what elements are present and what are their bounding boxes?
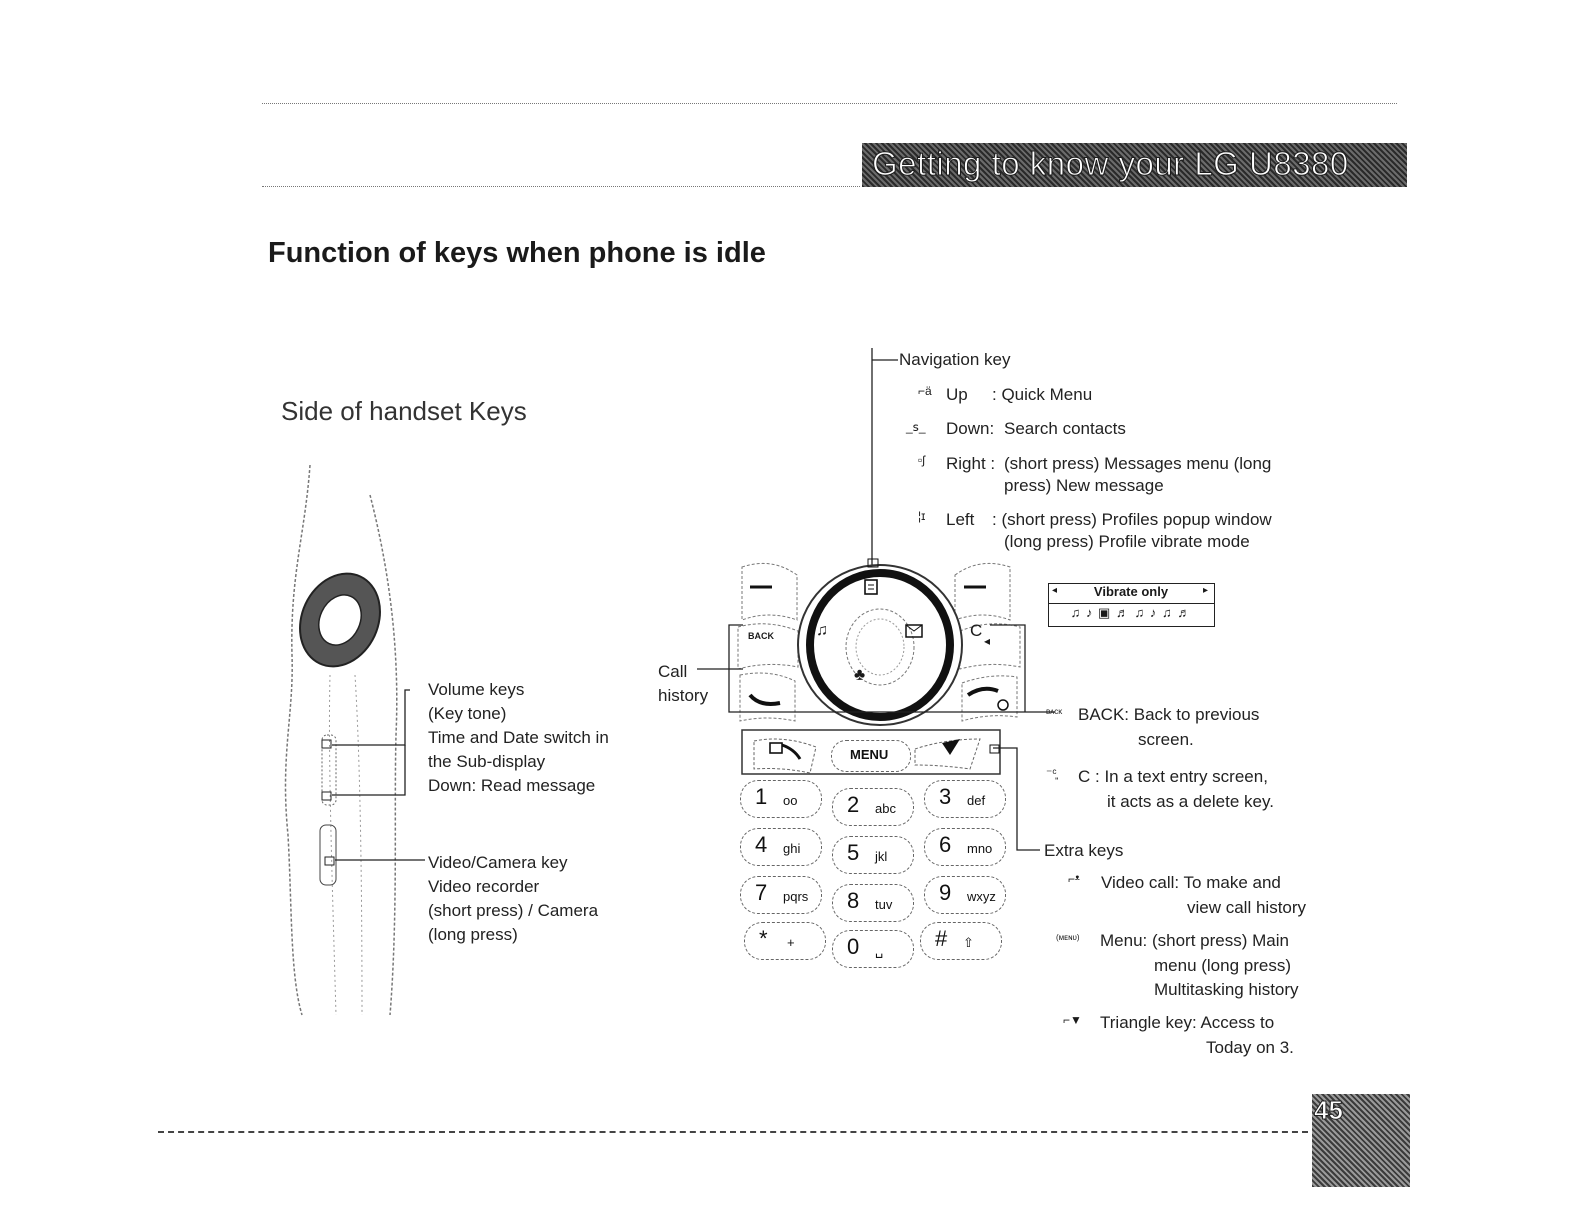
navigation-key-title: Navigation key <box>899 350 1011 369</box>
camera-line: (long press) <box>428 925 518 944</box>
volume-line: Volume keys <box>428 680 525 699</box>
video-call-desc-1: Video call: To make and <box>1101 873 1281 892</box>
c-key-label: C <box>970 621 983 640</box>
nav-down-key: Down: <box>946 419 995 438</box>
nav-down-icon: _ꜱ_ <box>906 420 926 434</box>
triangle-desc-1: Triangle key: Access to <box>1100 1013 1275 1032</box>
nav-right-icon: ▫ʃ <box>918 453 925 467</box>
nav-right-key: Right : <box>946 454 996 473</box>
key-4: 4 ghi <box>740 828 822 866</box>
popup-label: Vibrate only <box>1093 584 1169 599</box>
menu-desc-3: Multitasking history <box>1154 980 1299 999</box>
c-key-icon: ⁻ᶜ͈ <box>1046 766 1057 780</box>
c-desc-1: C : In a text entry screen, <box>1078 767 1268 786</box>
menu-key-icon: (ᴍᴇɴᴜ) <box>1056 933 1080 942</box>
menu-key-label: MENU <box>850 747 889 762</box>
profile-icons: ♫ ♪ ▣ ♬ ♫ ♪ ♫ ♬ <box>1070 605 1192 620</box>
back-desc-2: screen. <box>1138 730 1194 749</box>
camera-line: (short press) / Camera <box>428 901 599 920</box>
call-history-label-1: Call <box>658 662 688 681</box>
camera-line: Video recorder <box>428 877 540 896</box>
header-rule-bottom <box>262 186 860 187</box>
nav-up-key: Up <box>946 385 968 404</box>
volume-line: Time and Date switch in <box>428 728 609 747</box>
key-9: 9 wxyz <box>924 876 1006 914</box>
nav-right-desc-2: press) New message <box>1004 476 1164 495</box>
page-number: 45 <box>1314 1095 1343 1125</box>
triangle-desc-2: Today on 3. <box>1206 1038 1294 1057</box>
navigation-leader <box>860 340 900 570</box>
nav-left-icon: ¦ɪ <box>918 509 926 523</box>
side-keys-title: Side of handset Keys <box>281 396 527 426</box>
key-8: 8 tuv <box>832 884 914 922</box>
triangle-key-icon: ⌐▼ <box>1063 1013 1082 1027</box>
back-desc-1: BACK: Back to previous <box>1078 705 1260 724</box>
right-callout-leaders <box>695 615 1075 865</box>
popup-left-arrow-icon: ◂ <box>1052 585 1058 596</box>
nav-up-desc: : Quick Menu <box>992 385 1093 404</box>
menu-desc-2: menu (long press) <box>1154 956 1292 975</box>
extra-keys-title: Extra keys <box>1044 841 1124 860</box>
video-call-desc-2: view call history <box>1187 898 1307 917</box>
side-key-leaders <box>320 685 430 875</box>
menu-desc-1: Menu: (short press) Main <box>1100 931 1289 950</box>
key-1: 1 ᴏᴏ <box>740 780 822 818</box>
contacts-icon: ♣ <box>854 665 866 684</box>
header-rule-top <box>262 103 1397 104</box>
video-call-icon: ⌐ᵜ <box>1068 872 1080 886</box>
nav-left-desc-1: : (short press) Profiles popup window <box>992 510 1272 529</box>
key-star: * + <box>744 922 826 960</box>
key-7: 7 pqrs <box>740 876 822 914</box>
key-0: 0 ␣ <box>832 930 914 968</box>
nav-left-key: Left <box>946 510 975 529</box>
key-6: 6 mno <box>924 828 1006 866</box>
back-key-icon: ʙᴀᴄᴋ <box>1046 707 1063 716</box>
back-key-label: BACK <box>748 631 774 641</box>
key-3: 3 def <box>924 780 1006 818</box>
volume-keys-description <box>428 678 609 798</box>
key-5: 5 jkl <box>832 836 914 874</box>
page-title: Function of keys when phone is idle <box>268 237 766 269</box>
nav-down-desc: Search contacts <box>1004 419 1126 438</box>
footer-rule <box>158 1131 1308 1133</box>
volume-line: Down: Read message <box>428 776 596 795</box>
key-2: 2 abc <box>832 788 914 826</box>
popup-right-arrow-icon: ▸ <box>1203 585 1209 596</box>
nav-up-icon: ⌐ä <box>918 384 932 398</box>
nav-right-desc-1: (short press) Messages menu (long <box>1004 454 1272 473</box>
speaker-icon: ◂ <box>984 634 991 648</box>
call-history-label-2: history <box>658 686 709 705</box>
camera-line: Video/Camera key <box>428 853 568 872</box>
camera-key-description <box>428 851 598 947</box>
c-desc-2: it acts as a delete key. <box>1107 792 1274 811</box>
key-hash: # ⇧ <box>920 922 1002 960</box>
volume-line: (Key tone) <box>428 704 507 723</box>
header-title: Getting to know your LG U8380 <box>872 145 1349 182</box>
popup-divider <box>1049 603 1214 604</box>
volume-line: the Sub-display <box>428 752 546 771</box>
music-note-icon: ♫ <box>816 622 828 639</box>
nav-left-desc-2: (long press) Profile vibrate mode <box>1004 532 1250 551</box>
